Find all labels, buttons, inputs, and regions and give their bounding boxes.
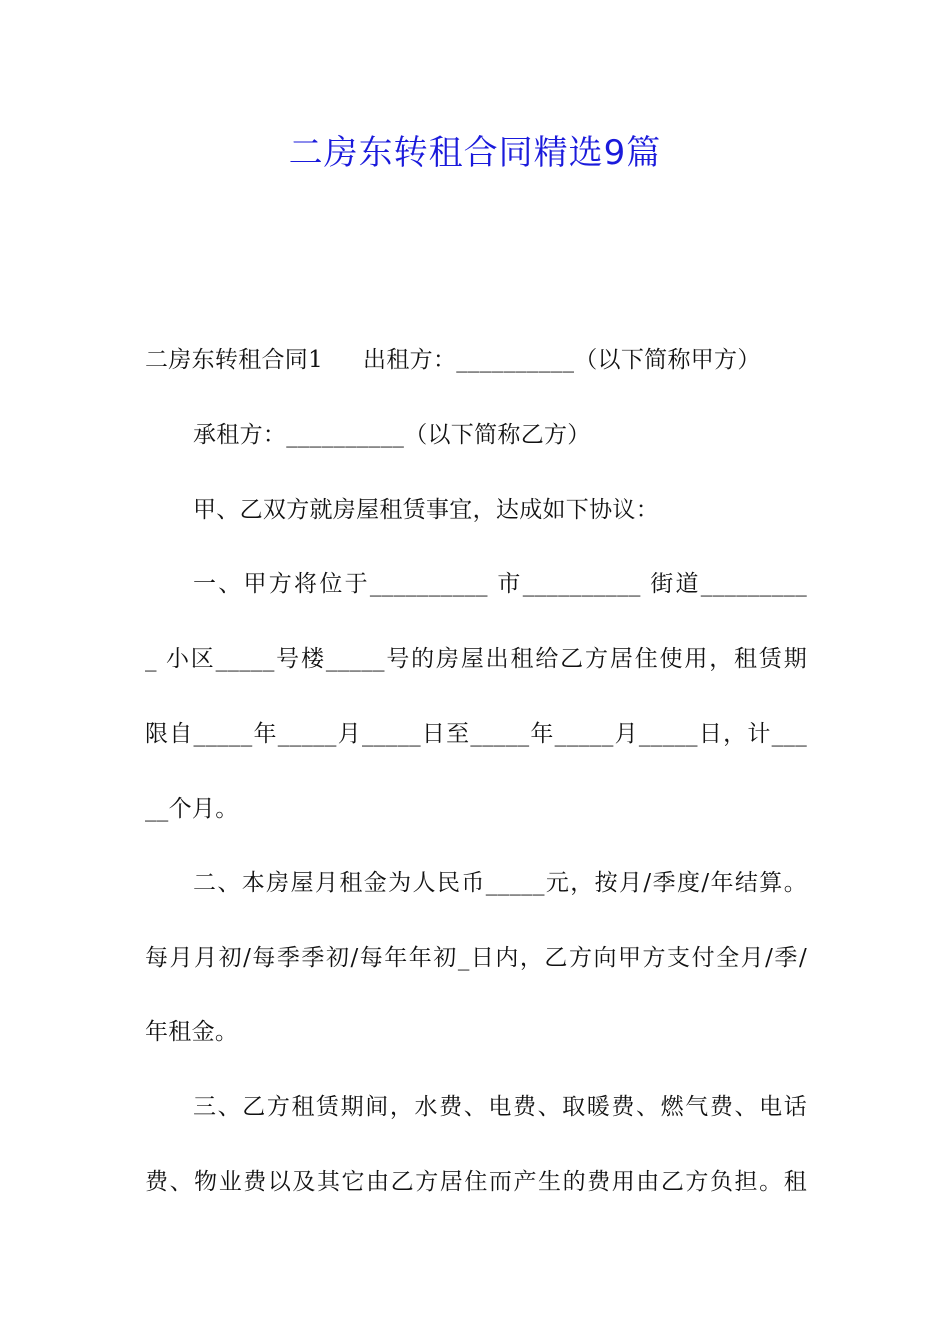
lessor-field: 出租方：__________（以下简称甲方） [363, 347, 761, 373]
clause-2-line-1: 二、本房屋月租金为人民币_____元，按月/季度/年结算。 [193, 870, 807, 896]
paragraph-line-1 [145, 343, 807, 377]
agreement-intro: 甲、乙双方就房屋租赁事宜，达成如下协议： [193, 497, 659, 523]
clause-1-line-2: _ 小区_____号楼_____号的房屋出租给乙方居住使用，租赁期 [145, 646, 807, 672]
clause-1-line-1: 一、甲方将位于__________ 市__________ 街道_________ [193, 571, 807, 597]
clause-2-line-3: 年租金。 [145, 1019, 239, 1045]
clause-1-line-3: 限自_____年_____月_____日至_____年_____月_____日，计___ [145, 721, 807, 747]
clause-2-line-2: 每月月初/每季季初/每年年初_日内，乙方向甲方支付全月/季/ [145, 945, 807, 971]
contract-heading: 二房东转租合同1 [145, 347, 324, 373]
clause-1-line-4: __个月。 [145, 796, 239, 822]
clause-3-line-1: 三、乙方租赁期间，水费、电费、取暖费、燃气费、电话 [193, 1094, 807, 1120]
lessee-field: 承租方：__________（以下简称乙方） [193, 422, 591, 448]
document-title: 二房东转租合同精选9篇 [288, 133, 662, 173]
clause-3-line-2: 费、物业费以及其它由乙方居住而产生的费用由乙方负担。租 [145, 1169, 807, 1195]
